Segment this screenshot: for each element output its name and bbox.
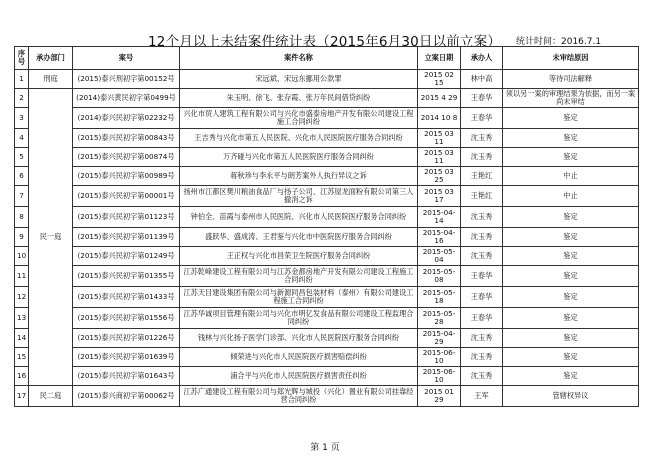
header-filing-date: 立案日期 bbox=[418, 47, 461, 70]
cell-case-name: 王吉秀与兴化市第五人民医院、兴化市人民医院医疗服务合同纠纷 bbox=[180, 129, 418, 148]
table-row bbox=[15, 108, 639, 129]
cell-reason: 须以另一案的审理结果为依据，而另一案尚未审结 bbox=[503, 89, 639, 108]
cell-no: 2 bbox=[15, 89, 29, 108]
cell-case-no: (2014)泰兴民初字第02232号 bbox=[73, 108, 180, 129]
cell-no: 4 bbox=[15, 129, 29, 148]
header-case-name: 案件名称 bbox=[180, 47, 418, 70]
cell-judge: 王春华 bbox=[461, 89, 503, 108]
cell-reason: 鉴定 bbox=[503, 287, 639, 308]
cell-reason: 中止 bbox=[503, 186, 639, 207]
cell-case-no: (2015)泰兴民初字第01139号 bbox=[73, 228, 180, 247]
cell-filing-date: 2015-05-08 bbox=[418, 266, 461, 287]
cell-judge: 林中高 bbox=[461, 70, 503, 89]
cell-filing-date: 2015 4 29 bbox=[418, 89, 461, 108]
cell-reason: 鉴定 bbox=[503, 367, 639, 386]
cell-case-no: (2014)泰兴黄民初字第0499号 bbox=[73, 89, 180, 108]
page-number: 第 1 页 bbox=[310, 443, 340, 453]
table-row bbox=[15, 89, 639, 108]
table-row bbox=[15, 186, 639, 207]
cell-filing-date: 2015-04-16 bbox=[418, 228, 461, 247]
table-row bbox=[15, 207, 639, 228]
cell-judge: 王春华 bbox=[461, 266, 503, 287]
cell-case-no: (2015)泰兴民初字第01226号 bbox=[73, 329, 180, 348]
cell-reason: 鉴定 bbox=[503, 129, 639, 148]
cell-case-name: 江苏广通建设工程有限公司与郑光辉与城投（兴化）置业有限公司挂靠经营合同纠纷 bbox=[180, 386, 418, 407]
cell-judge: 王春华 bbox=[461, 108, 503, 129]
cell-reason: 鉴定 bbox=[503, 228, 639, 247]
header-no: 序号 bbox=[15, 47, 29, 70]
cell-no: 5 bbox=[15, 148, 29, 167]
cell-filing-date: 2015-06-10 bbox=[418, 367, 461, 386]
table-row bbox=[15, 386, 639, 407]
cell-no: 10 bbox=[15, 247, 29, 266]
cell-case-name: 江苏乾峰建设工程有限公司与江苏金都房地产开发有限公司建设工程施工合同纠纷 bbox=[180, 266, 418, 287]
cell-no: 14 bbox=[15, 329, 29, 348]
cell-case-no: (2015)泰兴民初字第01123号 bbox=[73, 207, 180, 228]
cell-case-name: 江苏天目建设集团有限公司与新源同昌包装材料（泰州）有限公司建设工程施工合同纠纷 bbox=[180, 287, 418, 308]
header-row bbox=[15, 47, 639, 70]
cell-reason: 鉴定 bbox=[503, 247, 639, 266]
cell-filing-date: 2015-05-04 bbox=[418, 247, 461, 266]
cell-case-no: (2015)泰兴民初字第00874号 bbox=[73, 148, 180, 167]
dept-civil2: 民二庭 bbox=[29, 386, 73, 407]
cell-judge: 王艳红 bbox=[461, 167, 503, 186]
cell-case-name: 扬州市江都区樊川粮油食品厂与扬子公司、江苏屋龙面粉有限公司第三人撤消之诉 bbox=[180, 186, 418, 207]
cell-judge: 王春华 bbox=[461, 287, 503, 308]
cell-judge: 沈玉秀 bbox=[461, 329, 503, 348]
cell-filing-date: 2015-04-29 bbox=[418, 329, 461, 348]
page-title: 12个月以上未结案件统计表（2015年6月30日以前立案） bbox=[148, 34, 502, 50]
cell-case-no: (2015)泰兴民初字第01249号 bbox=[73, 247, 180, 266]
cell-filing-date: 2015-05-18 bbox=[418, 287, 461, 308]
cell-judge: 王军 bbox=[461, 386, 503, 407]
case-table bbox=[14, 46, 639, 407]
cell-case-name: 万齐碰与兴化市第五人民医院医疗服务合同纠纷 bbox=[180, 148, 418, 167]
table-row bbox=[15, 228, 639, 247]
cell-case-no: (2015)泰兴商初字第00062号 bbox=[73, 386, 180, 407]
cell-no: 1 bbox=[15, 70, 29, 89]
cell-no: 15 bbox=[15, 348, 29, 367]
dept-civil1: 民一庭 bbox=[29, 89, 73, 386]
cell-case-name: 蒋秋珍与李永平与朗芳案外人执行异议之诉 bbox=[180, 167, 418, 186]
cell-no: 17 bbox=[15, 386, 29, 407]
cell-judge: 沈玉秀 bbox=[461, 367, 503, 386]
dept-criminal: 刑庭 bbox=[29, 70, 73, 89]
cell-filing-date: 2015 01 29 bbox=[418, 386, 461, 407]
table-row bbox=[15, 129, 639, 148]
cell-no: 13 bbox=[15, 308, 29, 329]
cell-judge: 沈玉秀 bbox=[461, 207, 503, 228]
cell-judge: 沈玉秀 bbox=[461, 129, 503, 148]
cell-judge: 王艳红 bbox=[461, 186, 503, 207]
table-row bbox=[15, 70, 639, 89]
table-row bbox=[15, 308, 639, 329]
cell-filing-date: 2015 03 11 bbox=[418, 148, 461, 167]
cell-case-name: 兴化市贸人建筑工程有限公司与兴化市盛泰房地产开发有限公司建设工程施工合同纠纷 bbox=[180, 108, 418, 129]
cell-case-name: 倾荣进与兴化市人民医院医疗损害赔偿纠纷 bbox=[180, 348, 418, 367]
cell-case-name: 钱林与兴化扬子医学门诊部、兴化市人民医院医疗服务合同纠纷 bbox=[180, 329, 418, 348]
cell-reason: 鉴定 bbox=[503, 108, 639, 129]
cell-filing-date: 2015 03 11 bbox=[418, 129, 461, 148]
cell-no: 16 bbox=[15, 367, 29, 386]
cell-case-no: (2015)泰兴刑初字第00152号 bbox=[73, 70, 180, 89]
table-row bbox=[15, 148, 639, 167]
cell-case-name: 浦合平与兴化市人民医院医疗损害责任纠纷 bbox=[180, 367, 418, 386]
cell-reason: 管辖权异议 bbox=[503, 386, 639, 407]
cell-no: 12 bbox=[15, 287, 29, 308]
table-row bbox=[15, 367, 639, 386]
header-reason: 未审结原因 bbox=[503, 47, 639, 70]
table-row bbox=[15, 266, 639, 287]
cell-reason: 鉴定 bbox=[503, 348, 639, 367]
cell-no: 9 bbox=[15, 228, 29, 247]
cell-case-name: 王正权与兴化市昌荣卫生院医疗服务合同纠纷 bbox=[180, 247, 418, 266]
cell-case-no: (2015)泰兴民初字第01355号 bbox=[73, 266, 180, 287]
cell-filing-date: 2015 03 25 bbox=[418, 167, 461, 186]
header-dept: 承办部门 bbox=[29, 47, 73, 70]
cell-judge: 王春华 bbox=[461, 308, 503, 329]
cell-judge: 沈玉秀 bbox=[461, 228, 503, 247]
header-case-no: 案号 bbox=[73, 47, 180, 70]
cell-case-no: (2015)泰兴民初字第00843号 bbox=[73, 129, 180, 148]
cell-reason: 鉴定 bbox=[503, 266, 639, 287]
cell-case-no: (2015)泰兴民初字第01639号 bbox=[73, 348, 180, 367]
cell-no: 8 bbox=[15, 207, 29, 228]
cell-judge: 沈玉秀 bbox=[461, 148, 503, 167]
cell-no: 3 bbox=[15, 108, 29, 129]
cell-case-name: 盛跃华、盛成涛、王君鉴与兴化市中医院医疗服务合同纠纷 bbox=[180, 228, 418, 247]
cell-case-no: (2015)泰兴民初字第00989号 bbox=[73, 167, 180, 186]
table-row bbox=[15, 167, 639, 186]
header-judge: 承办人 bbox=[461, 47, 503, 70]
cell-reason: 中止 bbox=[503, 167, 639, 186]
cell-case-no: (2015)泰兴民初字第01433号 bbox=[73, 287, 180, 308]
cell-case-name: 朱玉明、徐飞、张存霞、张万年民间借贷纠纷 bbox=[180, 89, 418, 108]
cell-judge: 沈玉秀 bbox=[461, 247, 503, 266]
cell-filing-date: 2015 03 17 bbox=[418, 186, 461, 207]
cell-case-no: (2015)泰兴民初字第00001号 bbox=[73, 186, 180, 207]
stat-date: 统计时间：2016.7.1 bbox=[516, 37, 602, 47]
cell-reason: 鉴定 bbox=[503, 207, 639, 228]
cell-case-name: 宋远斌、宋远东挪用公款罪 bbox=[180, 70, 418, 89]
cell-filing-date: 2015-06-10 bbox=[418, 348, 461, 367]
table-row bbox=[15, 329, 639, 348]
cell-reason: 鉴定 bbox=[503, 308, 639, 329]
cell-case-no: (2015)泰兴民初字第01556号 bbox=[73, 308, 180, 329]
cell-no: 7 bbox=[15, 186, 29, 207]
cell-filing-date: 2014 10 8 bbox=[418, 108, 461, 129]
table-row bbox=[15, 247, 639, 266]
cell-filing-date: 2015 02 15 bbox=[418, 70, 461, 89]
cell-no: 11 bbox=[15, 266, 29, 287]
table-row bbox=[15, 287, 639, 308]
cell-judge: 沈玉秀 bbox=[461, 348, 503, 367]
cell-reason: 鉴定 bbox=[503, 329, 639, 348]
cell-case-name: 钟伯全、苗霞与泰州市人民医院、兴化市人民医院医疗服务合同纠纷 bbox=[180, 207, 418, 228]
table-row bbox=[15, 348, 639, 367]
cell-case-no: (2015)泰兴民初字第01643号 bbox=[73, 367, 180, 386]
cell-filing-date: 2015-05-28 bbox=[418, 308, 461, 329]
cell-reason: 等待司法解释 bbox=[503, 70, 639, 89]
cell-reason: 鉴定 bbox=[503, 148, 639, 167]
cell-filing-date: 2015-04-14 bbox=[418, 207, 461, 228]
cell-case-name: 江苏华诚项目管理有限公司与兴化市明亿发食品有限公司建设工程监理合同纠纷 bbox=[180, 308, 418, 329]
cell-no: 6 bbox=[15, 167, 29, 186]
